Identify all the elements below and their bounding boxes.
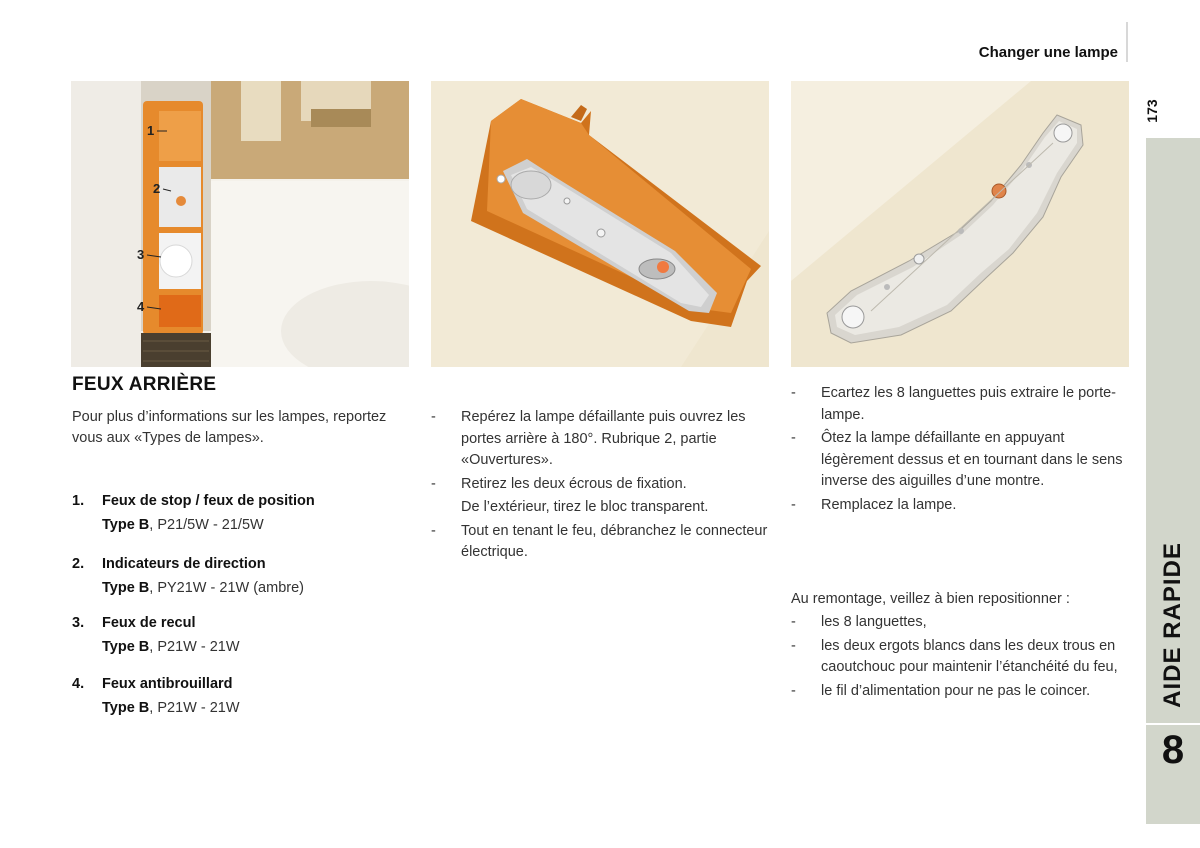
chapter-side-tab: [1146, 138, 1200, 824]
item-number: 4.: [72, 676, 85, 692]
item-type: Type B: [102, 517, 150, 533]
callout-1: 1: [147, 123, 155, 138]
step-dash: -: [791, 385, 796, 401]
step-text: Tout en tenant le feu, débranchez le connecteur électrique.: [461, 522, 768, 560]
item-name: Feux de recul: [102, 615, 196, 631]
step-item: [791, 428, 1131, 493]
checklist-item: [791, 636, 1131, 679]
item-type: Type B: [102, 700, 150, 716]
chapter-number: 8: [1161, 728, 1185, 772]
item-name: Feux de stop / feux de position: [102, 493, 315, 509]
step-extra-text: De l’extérieur, tirez le bloc transparent.: [461, 499, 709, 515]
step-item: [791, 383, 1131, 426]
step-item: [431, 521, 771, 564]
step-text: Repérez la lampe défaillante puis ouvrez les portes arrière à 180°. Rubrique 2, partie «Ouvertures».: [461, 409, 746, 468]
step-item: [431, 407, 771, 472]
section-intro: Pour plus d’informations sur les lampes, reportez vous aux «Types de lampes».: [72, 409, 387, 446]
step-text: Ecartez les 8 languettes puis extraire le porte-lampe.: [821, 385, 1116, 423]
step-item: [791, 495, 1131, 517]
lamp-type-list: [72, 489, 412, 720]
item-number: 3.: [72, 615, 85, 631]
checklist-dash: -: [791, 637, 796, 654]
item-name: Feux antibrouillard: [102, 676, 233, 692]
checklist-dash: -: [791, 682, 796, 699]
step-text: Retirez les deux écrous de fixation.: [461, 475, 687, 492]
step-dash: -: [431, 475, 436, 492]
lamp-type-item: [72, 489, 412, 537]
lamp-holder-photo: [791, 81, 1129, 367]
lamp-type-item: [72, 672, 412, 720]
section-title: FEUX ARRIÈRE: [72, 374, 217, 395]
checklist-item: [791, 612, 1131, 634]
checklist-text: le fil d’alimentation pour ne pas le coincer.: [821, 682, 1091, 699]
item-spec: , P21/5W - 21/5W: [149, 517, 264, 533]
header-divider: [1126, 22, 1128, 62]
chapter-label: [1146, 530, 1200, 720]
item-number: 2.: [72, 556, 85, 572]
replacement-steps-list: [791, 383, 1131, 518]
lamp-type-item: [72, 552, 412, 600]
lamp-type-item: [72, 611, 412, 659]
callout-4: 4: [137, 299, 145, 314]
item-spec: , P21W - 21W: [149, 700, 240, 716]
callout-3: 3: [137, 247, 145, 262]
checklist-item: [791, 681, 1131, 703]
step-dash: -: [431, 409, 436, 425]
checklist-text: les 8 languettes,: [821, 614, 927, 630]
chapter-divider: [1146, 723, 1200, 725]
checklist-text: les deux ergots blancs dans les deux trous en caoutchouc pour maintenir l’étanchéité du feu,: [821, 637, 1118, 675]
page-number: 173: [1144, 99, 1160, 123]
step-item: [431, 474, 771, 519]
callout-2: 2: [153, 181, 161, 196]
checklist-dash: -: [791, 614, 796, 630]
rear-light-cluster-photo: [71, 81, 409, 367]
step-dash: -: [791, 430, 796, 446]
chapter-label-text: AIDE RAPIDE: [1159, 542, 1186, 708]
reassembly-checklist: [791, 612, 1131, 704]
item-type: Type B: [102, 580, 150, 596]
step-text: Ôtez la lampe défaillante en appuyant légèrement dessus et en tournant dans le sens inverse des aiguilles d’une montre.: [821, 430, 1123, 489]
item-number: 1.: [72, 493, 85, 509]
lamp-housing-photo: [431, 81, 769, 367]
item-spec: , PY21W - 21W (ambre): [149, 580, 304, 596]
page-header-title: Changer une lampe: [978, 44, 1118, 61]
item-type: Type B: [102, 639, 150, 655]
step-dash: -: [431, 522, 436, 539]
removal-steps-list: [431, 407, 771, 566]
step-dash: -: [791, 496, 796, 513]
step-text: Remplacez la lampe.: [821, 496, 957, 513]
item-spec: , P21W - 21W: [149, 639, 240, 655]
item-name: Indicateurs de direction: [102, 556, 266, 572]
reassembly-note: Au remontage, veillez à bien repositionner :: [791, 591, 1070, 607]
